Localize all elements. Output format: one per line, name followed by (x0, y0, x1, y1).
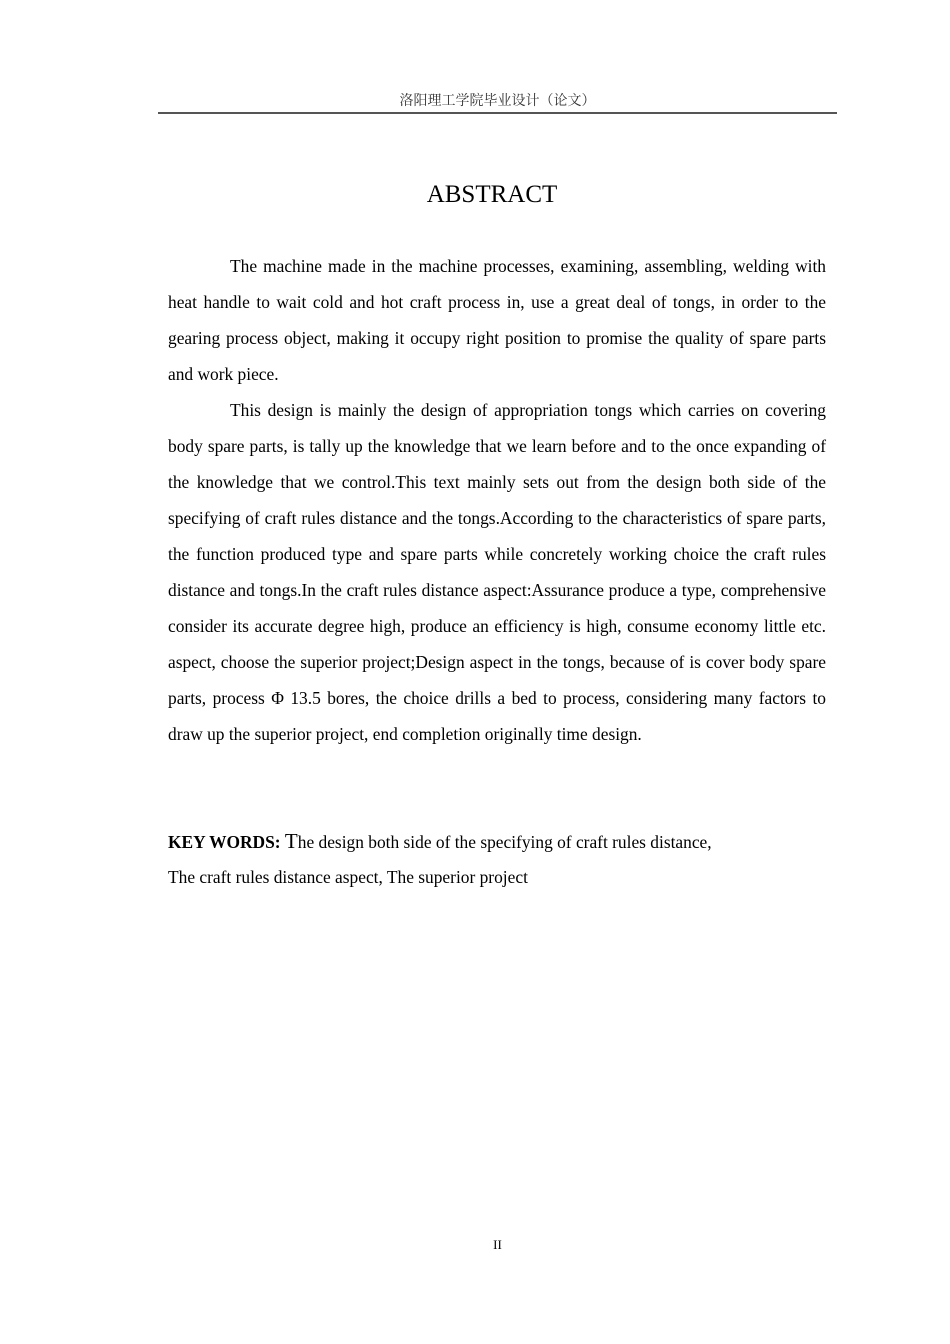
abstract-paragraph-1: The machine made in the machine processes, examining, assembling, welding with heat handle to wait cold and hot craft process in, use a great deal of tongs, in order to the gearing process object, making it occupy right position to promise the quality of spare parts and work piece. (168, 256, 826, 384)
running-header: 洛阳理工学院毕业设计（论文） (399, 93, 596, 109)
keywords-line-2: The craft rules distance aspect, The superior project (168, 867, 528, 887)
keywords-line-1-text: he design both side of the specifying of craft rules distance, (297, 832, 712, 852)
keywords-line-1 (168, 824, 848, 860)
keywords-label: KEY WORDS: (168, 832, 285, 852)
keywords-first-letter: T (284, 829, 298, 853)
keywords-block (168, 824, 848, 895)
abstract-paragraph-2: This design is mainly the design of appropriation tongs which carries on covering body spare parts, is tally up the knowledge that we learn before and to the once expanding of the knowledge that we control.This text mainly sets out from the design both side of the specifying of craft rules distance and the tongs.According to the characteristics of spare parts, the function produced type and spare parts while concretely working choice the craft rules distance and tongs.In the craft rules distance aspect:Assurance produce a type, comprehensive consider its accurate degree high, produce an efficiency is high, consume economy little etc. aspect, choose the superior project;Design aspect in the tongs, because of is cover body spare parts, process Φ 13.5 bores, the choice drills a bed to process, considering many factors to draw up the superior project, end completion originally time design. (168, 400, 826, 744)
abstract-body (168, 248, 826, 752)
header-rule (158, 112, 837, 114)
abstract-title: ABSTRACT (426, 181, 558, 208)
page-number: II (493, 1237, 502, 1252)
